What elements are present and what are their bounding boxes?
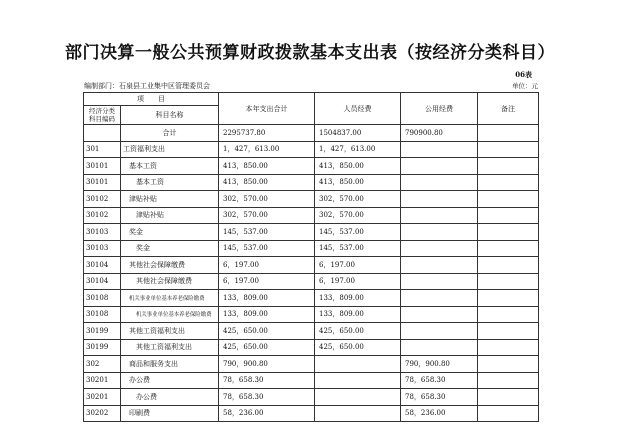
row-code: 30199 [84,323,121,340]
dept-label: 编制部门：石泉县工业集中区管理委员会 [84,82,210,90]
row-public: 78，658.30 [401,372,478,389]
table-row [84,372,539,389]
row-total: 790，900.80 [219,356,315,373]
table-row [84,174,539,191]
row-remark [478,257,539,274]
row-name: 津贴补贴 [121,207,219,224]
row-personnel: 425，650.00 [315,339,401,356]
row-name: 工资福利支出 [121,141,219,158]
row-code: 30201 [84,389,121,406]
row-name: 其他工资福利支出 [121,339,219,356]
table-row [84,323,539,340]
row-remark [478,240,539,257]
row-code: 30102 [84,191,121,208]
table-row [84,290,539,307]
row-remark [478,323,539,340]
row-total: 58，236.00 [219,405,315,422]
total-public: 790900.80 [401,125,478,142]
row-total: 145，537.00 [219,224,315,241]
row-name: 机关事业单位基本养老保险缴费 [121,306,219,323]
row-remark [478,339,539,356]
unit-label: 单位：元 [512,82,538,90]
row-personnel: 145，537.00 [315,240,401,257]
table-row [84,207,539,224]
row-code: 30201 [84,372,121,389]
row-total: 302，570.00 [219,207,315,224]
row-personnel: 133，809.00 [315,306,401,323]
row-personnel: 145，537.00 [315,224,401,241]
row-name: 其他社会保障缴费 [121,257,219,274]
row-public [401,224,478,241]
row-name: 奖金 [121,224,219,241]
row-remark [478,141,539,158]
table-row [84,356,539,373]
row-code: 30101 [84,158,121,175]
row-public: 58，236.00 [401,405,478,422]
header-subject-name: 科目名称 [121,106,219,125]
row-public [401,323,478,340]
row-code: 30108 [84,306,121,323]
row-remark [478,372,539,389]
row-code: 302 [84,356,121,373]
row-code: 30108 [84,290,121,307]
row-personnel: 6，197.00 [315,257,401,274]
row-remark [478,306,539,323]
row-remark [478,405,539,422]
row-remark [478,273,539,290]
header-total: 本年支出合计 [219,93,315,125]
table-row [84,405,539,422]
row-public [401,257,478,274]
row-name: 其他工资福利支出 [121,323,219,340]
table-row [84,389,539,406]
row-public [401,174,478,191]
row-personnel [315,389,401,406]
row-name: 商品和服务支出 [121,356,219,373]
row-public [401,191,478,208]
row-code: 30202 [84,405,121,422]
header-personnel: 人员经费 [315,93,401,125]
row-name: 奖金 [121,240,219,257]
total-amount: 2295737.80 [219,125,315,142]
row-name: 其他社会保障缴费 [121,273,219,290]
page-title: 部门决算一般公共预算财政拨款基本支出表（按经济分类科目） [65,43,555,63]
row-personnel: 6，197.00 [315,273,401,290]
row-remark [478,224,539,241]
row-remark [478,207,539,224]
row-name: 办公费 [121,389,219,406]
row-total: 302，570.00 [219,191,315,208]
table-row [84,257,539,274]
row-remark [478,174,539,191]
table-row [84,273,539,290]
row-personnel [315,405,401,422]
row-public: 790，900.80 [401,356,478,373]
row-name: 办公费 [121,372,219,389]
row-public [401,273,478,290]
row-public [401,290,478,307]
expenditure-table [83,92,539,422]
row-name: 基本工资 [121,174,219,191]
row-code: 30104 [84,273,121,290]
header-remark: 备注 [478,93,539,125]
table-row [84,339,539,356]
row-remark [478,356,539,373]
row-name: 印刷费 [121,405,219,422]
row-personnel [315,356,401,373]
row-personnel [315,372,401,389]
row-public [401,207,478,224]
table-row [84,224,539,241]
row-total: 145，537.00 [219,240,315,257]
row-public [401,339,478,356]
total-personnel: 1504837.00 [315,125,401,142]
row-code: 30102 [84,207,121,224]
row-public [401,141,478,158]
row-total: 6，197.00 [219,273,315,290]
total-label: 合计 [121,125,219,142]
row-remark [478,290,539,307]
row-name: 机关事业单位基本养老保险缴费 [121,290,219,307]
header-public: 公用经费 [401,93,478,125]
row-personnel: 1，427，613.00 [315,141,401,158]
row-total: 425，650.00 [219,323,315,340]
row-personnel: 413，850.00 [315,158,401,175]
row-public: 78，658.30 [401,389,478,406]
row-personnel: 425，650.00 [315,323,401,340]
table-row [84,306,539,323]
row-personnel: 302，570.00 [315,207,401,224]
row-code: 30104 [84,257,121,274]
total-row [84,125,539,142]
row-remark [478,389,539,406]
row-total: 413，850.00 [219,174,315,191]
row-total: 413，850.00 [219,158,315,175]
row-total: 78，658.30 [219,372,315,389]
row-personnel: 413，850.00 [315,174,401,191]
table-number: 06表 [515,70,532,79]
header-item: 项 目 [84,93,219,106]
total-remark [478,125,539,142]
table-row [84,141,539,158]
row-public [401,158,478,175]
row-remark [478,158,539,175]
row-total: 133，809.00 [219,290,315,307]
row-code: 301 [84,141,121,158]
table-row [84,191,539,208]
row-total: 1，427，613.00 [219,141,315,158]
row-public [401,240,478,257]
total-code-cell [84,125,121,142]
row-code: 30101 [84,174,121,191]
row-public [401,306,478,323]
table-row [84,158,539,175]
table-row [84,240,539,257]
row-code: 30199 [84,339,121,356]
row-personnel: 133，809.00 [315,290,401,307]
header-econ-code: 经济分类科目编码 [84,106,121,125]
row-name: 基本工资 [121,158,219,175]
row-name: 津贴补贴 [121,191,219,208]
row-remark [478,191,539,208]
row-total: 133，809.00 [219,306,315,323]
row-code: 30103 [84,240,121,257]
row-code: 30103 [84,224,121,241]
row-total: 425，650.00 [219,339,315,356]
row-total: 6，197.00 [219,257,315,274]
row-personnel: 302，570.00 [315,191,401,208]
row-total: 78，658.30 [219,389,315,406]
